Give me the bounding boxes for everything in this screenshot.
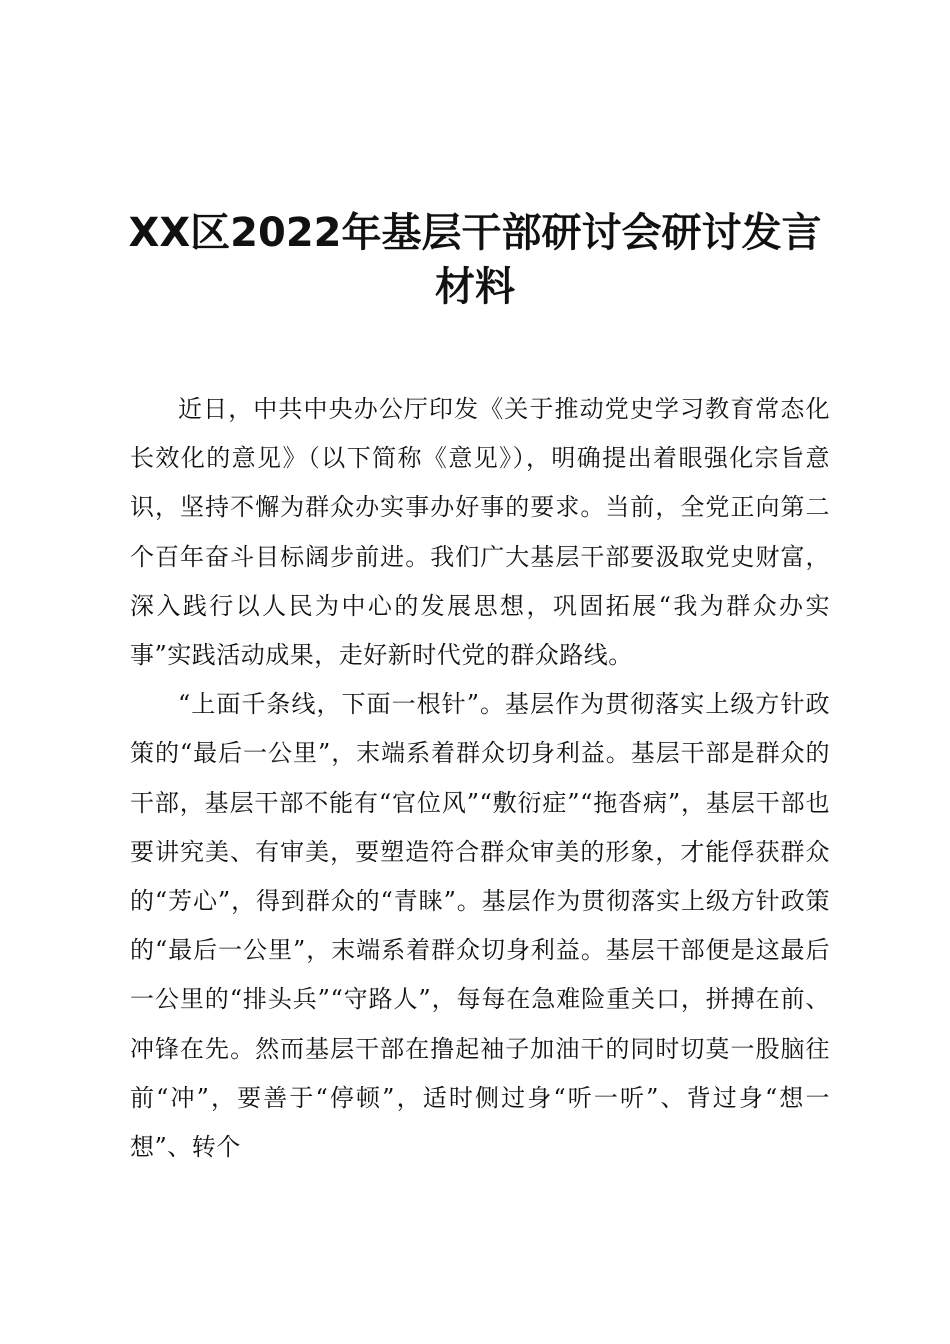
paragraph-2: “上面千条线，下面一根针”。基层作为贯彻落实上级方针政策的“最后一公里”，末端系着群众切身利益。基层干部是群众的干部，基层干部不能有“官位风”“敷衍症”“拖沓病”，基层干部也要讲究美、有审美，要塑造符合群众审美的形象，才能俘获群众的“芳心”，得到群众的“青睐”。基层作为贯彻落实上级方针政策的“最后一公里”，末端系着群众切身利益。基层干部便是这最后一公里的“排头兵”“守路人”，每每在急难险重关口，拼搏在前、冲锋在先。然而基层干部在撸起袖子加油干的同时切莫一股脑往前“冲”，要善于“停顿”，适时侧过身“听一听”、背过身“想一想”、转个 — [130, 690, 830, 1162]
document-title-line-2: 材料 — [435, 264, 515, 310]
document-title — [120, 206, 830, 314]
document-title-line-1: XX区2022年基层干部研讨会研讨发言 — [128, 210, 822, 256]
document-body — [130, 385, 830, 1172]
paragraph-1: 近日，中共中央办公厅印发《关于推动党史学习教育常态化长效化的意见》（以下简称《意见》），明确提出着眼强化宗旨意识，坚持不懈为群众办实事办好事的要求。当前，全党正向第二个百年奋斗目标阔步前进。我们广大基层干部要汲取党史财富，深入践行以人民为中心的发展思想，巩固拓展“我为群众办实事”实践活动成果，走好新时代党的群众路线。 — [130, 395, 830, 670]
